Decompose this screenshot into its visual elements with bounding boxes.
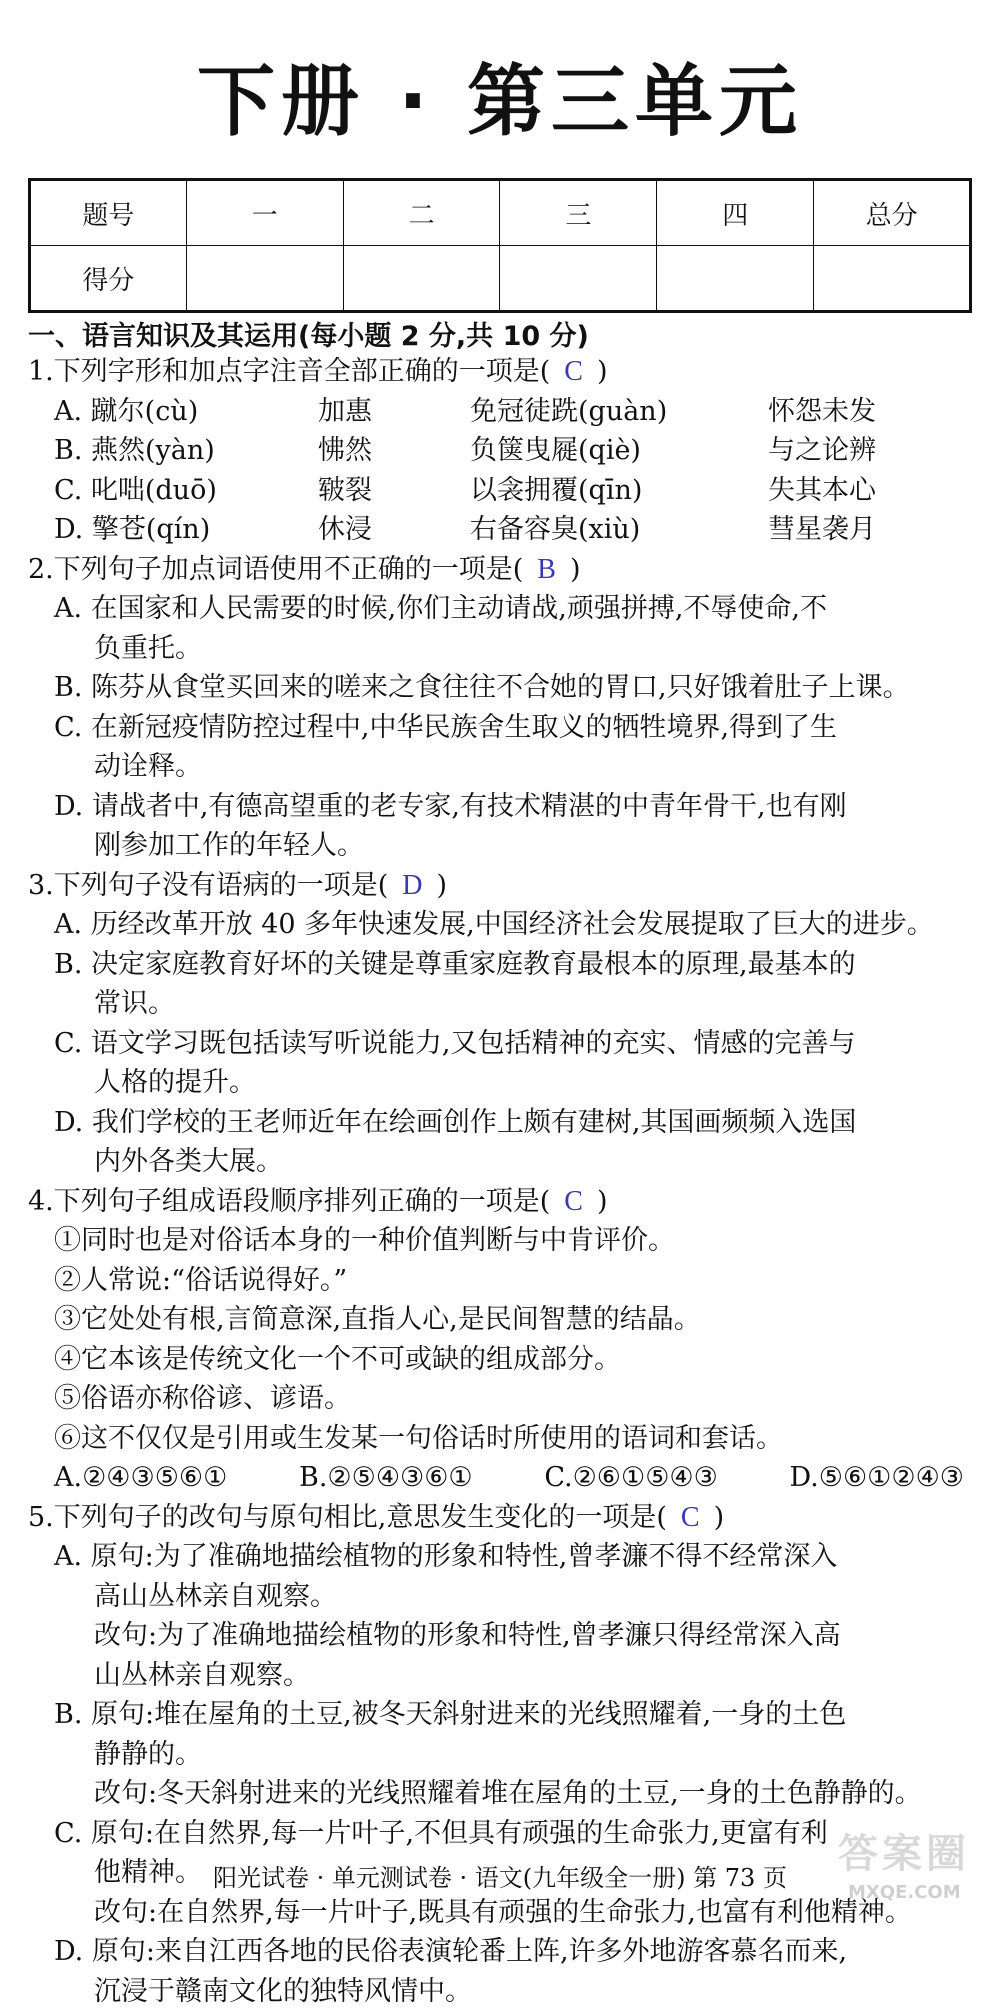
option-line: B. 原句:堆在屋角的土豆,被冬天斜射进来的光线照耀着,一身的土色 [28,1695,972,1735]
choice-row [28,1458,972,1498]
option-cell: 休浸 [318,510,470,550]
option-line: A. 历经改革开放 40 多年快速发展,中国经济社会发展提取了巨大的进步。 [28,905,972,945]
section-heading: 一、语言知识及其运用(每小题 2 分,共 10 分) [28,314,589,353]
score-header-cell: 一 [186,180,343,246]
option-line: 高山丛林亲自观察。 [28,1577,972,1617]
option-cell: 以衾拥覆(qīn) [470,471,768,511]
question-2-stem [28,550,972,590]
score-row-label: 得分 [30,246,187,312]
option-cell: 加惠 [318,392,470,432]
option-line: A. 原句:为了准确地描绘植物的形象和特性,曾孝濂不得不经常深入 [28,1537,972,1577]
option-line: 动诠释。 [28,747,972,787]
page-title: 下册 · 第三单元 [0,60,1000,146]
option-line: B. 陈芬从食堂买回来的嗟来之食往往不合她的胃口,只好饿着肚子上课。 [28,668,972,708]
option-line: 常识。 [28,984,972,1024]
choice-c: C.②⑥①⑤④③ [544,1458,718,1498]
answer-mark: D [388,870,436,901]
answer-mark: C [550,356,597,387]
option-cell: D. 擎苍(qín) [54,510,318,550]
option-cell: 怀怨未发 [768,392,968,432]
question-text: 1.下列字形和加点字注音全部正确的一项是( [28,356,550,387]
option-line: C. 语文学习既包括读写听说能力,又包括精神的充实、情感的完善与 [28,1024,972,1064]
option-cell: 负箧曳屣(qiè) [470,431,768,471]
option-row [28,431,972,471]
option-line: 改句:为了准确地描绘植物的形象和特性,曾孝濂只得经常深入高 [28,1616,972,1656]
bracket: ) [437,870,448,901]
option-cell: 右备容臭(xiù) [470,510,768,550]
option-line: 人格的提升。 [28,1063,972,1103]
score-table-row [30,246,971,312]
sentence-line: ③它处处有根,言简意深,直指人心,是民间智慧的结晶。 [28,1300,972,1340]
sentence-line: ⑤俗语亦称俗谚、谚语。 [28,1379,972,1419]
choice-b: B.②⑤④③⑥① [299,1458,473,1498]
score-cell [343,246,500,312]
option-cell: 彗星袭月 [768,510,968,550]
choice-d: D.⑤⑥①②④③ [790,1458,965,1498]
score-cell [657,246,814,312]
score-header-cell: 题号 [30,180,187,246]
option-line: 静静的。 [28,1735,972,1775]
option-line: 他精神。 [28,1853,972,1893]
option-cell: A. 蹴尔(cù) [54,392,318,432]
option-line: D. 原句:来自江西各地的民俗表演轮番上阵,许多外地游客慕名而来, [28,1932,972,1972]
watermark-sub: MXQE.COM [848,1882,961,1903]
question-3-stem [28,866,972,906]
score-cell [814,246,971,312]
bracket: ) [570,554,581,585]
question-text: 2.下列句子加点词语使用不正确的一项是( [28,554,523,585]
option-line: 改句:冬天斜射进来的光线照耀着堆在屋角的土豆,一身的土色静静的。 [28,1774,972,1814]
option-cell: C. 叱咄(duō) [54,471,318,511]
score-header-cell: 总分 [814,180,971,246]
option-cell: 失其本心 [768,471,968,511]
option-line: 改句:在自然界,每一片叶子,既具有顽强的生命张力,也富有利他精神。 [28,1893,972,1933]
option-line: 内外各类大展。 [28,1142,972,1182]
score-cell [500,246,657,312]
option-cell: B. 燕然(yàn) [54,431,318,471]
option-line: D. 请战者中,有德高望重的老专家,有技术精湛的中青年骨干,也有刚 [28,787,972,827]
page-footer: 阳光试卷 · 单元测试卷 · 语文(九年级全一册) 第 73 页 [0,1858,1000,1893]
option-cell: 皲裂 [318,471,470,511]
bracket: ) [597,356,608,387]
questions [28,352,972,2011]
sentence-line: ②人常说:“俗话说得好。” [28,1261,972,1301]
bracket: ) [714,1502,725,1533]
option-line: 刚参加工作的年轻人。 [28,826,972,866]
option-line: D. 我们学校的王老师近年在绘画创作上颇有建树,其国画频频入选国 [28,1103,972,1143]
option-line: A. 在国家和人民需要的时候,你们主动请战,顽强拼搏,不辱使命,不 [28,589,972,629]
sentence-line: ⑥这不仅仅是引用或生发某一句俗话时所使用的语词和套话。 [28,1419,972,1459]
score-cell [186,246,343,312]
score-header-cell: 四 [657,180,814,246]
option-cell: 免冠徒跣(guàn) [470,392,768,432]
answer-mark: B [523,554,570,585]
sentence-line: ①同时也是对俗话本身的一种价值判断与中肯评价。 [28,1221,972,1261]
option-line: 沉浸于赣南文化的独特风情中。 [28,1972,972,2011]
answer-mark: C [550,1186,597,1217]
question-text: 4.下列句子组成语段顺序排列正确的一项是( [28,1186,550,1217]
option-line: 负重托。 [28,629,972,669]
option-row [28,392,972,432]
option-line: 山丛林亲自观察。 [28,1656,972,1696]
score-table [28,178,972,313]
bracket: ) [597,1186,608,1217]
option-line: C. 在新冠疫情防控过程中,中华民族舍生取义的牺牲境界,得到了生 [28,708,972,748]
score-header-cell: 三 [500,180,657,246]
question-4-stem [28,1182,972,1222]
question-1-stem [28,352,972,392]
question-text: 3.下列句子没有语病的一项是( [28,870,388,901]
answer-mark: C [667,1502,714,1533]
choice-a: A.②④③⑤⑥① [54,1458,227,1498]
score-header-cell: 二 [343,180,500,246]
sentence-line: ④它本该是传统文化一个不可或缺的组成部分。 [28,1340,972,1380]
watermark-main: 答案圈 [838,1822,970,1879]
question-5-stem [28,1498,972,1538]
option-cell: 怫然 [318,431,470,471]
question-text: 5.下列句子的改句与原句相比,意思发生变化的一项是( [28,1502,667,1533]
option-line: C. 原句:在自然界,每一片叶子,不但具有顽强的生命张力,更富有利 [28,1814,972,1854]
option-row [28,471,972,511]
option-cell: 与之论辨 [768,431,968,471]
score-table-header-row [30,180,971,246]
option-row [28,510,972,550]
option-line: B. 决定家庭教育好坏的关键是尊重家庭教育最根本的原理,最基本的 [28,945,972,985]
